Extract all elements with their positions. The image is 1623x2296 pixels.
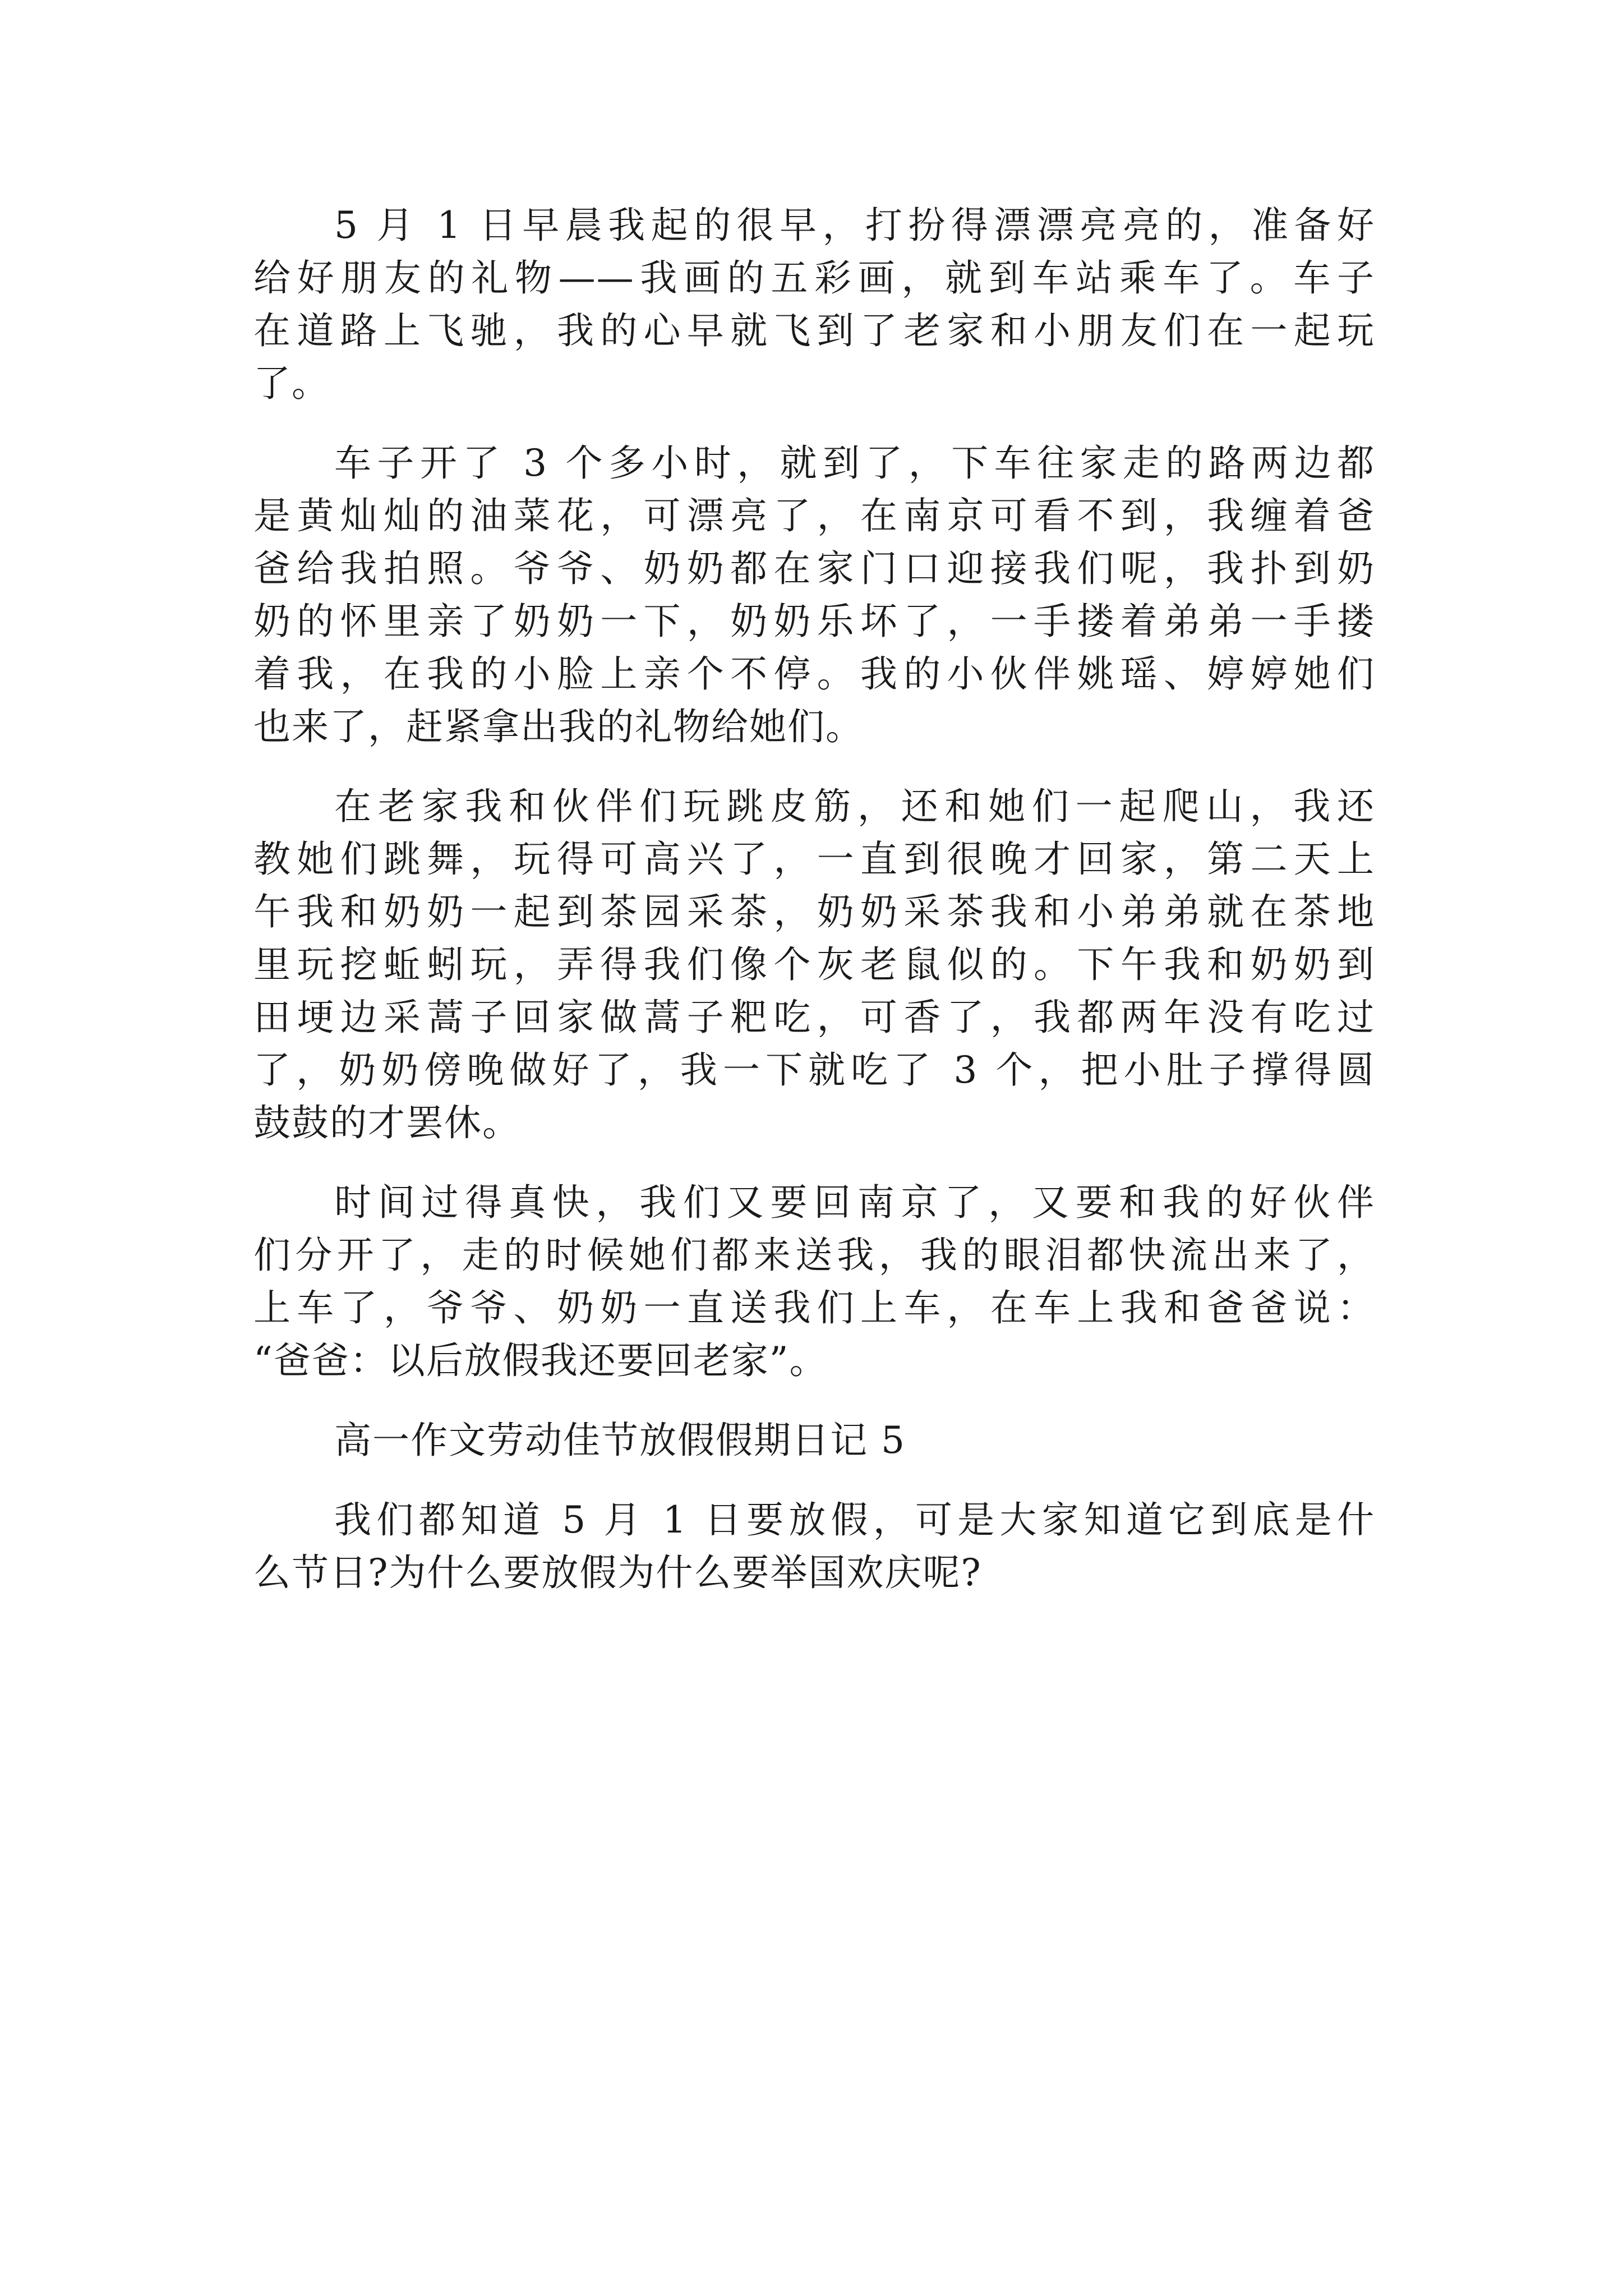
text-line: 们分开了，走的时候她们都来送我，我的眼泪都快流出来了， bbox=[253, 1234, 1375, 1277]
text-line: 在老家我和伙伴们玩跳皮筋，还和她们一起爬山，我还 bbox=[334, 785, 1375, 828]
text-line: 也来了，赶紧拿出我的礼物给她们。 bbox=[253, 705, 864, 748]
text-line: 着我，在我的小脸上亲个不停。我的小伙伴姚瑶、婷婷她们 bbox=[253, 652, 1375, 696]
paragraph-5 bbox=[253, 1494, 1375, 1599]
paragraph-3 bbox=[253, 780, 1375, 1149]
text-line: 车子开了 3 个多小时，就到了，下车往家走的路两边都 bbox=[334, 441, 1375, 485]
text-line: 里玩挖蚯蚓玩，弄得我们像个灰老鼠似的。下午我和奶奶到 bbox=[253, 943, 1375, 986]
text-line: 给好朋友的礼物——我画的五彩画，就到车站乘车了。车子 bbox=[253, 256, 1375, 300]
paragraph-2 bbox=[253, 437, 1375, 753]
text-line: 了，奶奶傍晚做好了，我一下就吃了 3 个，把小肚子撑得圆 bbox=[253, 1048, 1375, 1092]
text-line: 时间过得真快，我们又要回南京了，又要和我的好伙伴 bbox=[334, 1181, 1375, 1224]
heading-line: 高一作文劳动佳节放假假期日记 5 bbox=[334, 1419, 906, 1462]
text-line: 午我和奶奶一起到茶园采茶，奶奶采茶我和小弟弟就在茶地 bbox=[253, 890, 1375, 933]
text-line: 鼓鼓的才罢休。 bbox=[253, 1101, 520, 1144]
text-line: 5 月 1 日早晨我起的很早，打扮得漂漂亮亮的，准备好 bbox=[334, 204, 1375, 247]
text-line: 我们都知道 5 月 1 日要放假，可是大家知道它到底是什 bbox=[334, 1498, 1375, 1542]
text-line: 爸给我拍照。爷爷、奶奶都在家门口迎接我们呢，我扑到奶 bbox=[253, 547, 1375, 590]
text-line: “爸爸：以后放假我还要回老家”。 bbox=[253, 1339, 828, 1382]
text-line: 在道路上飞驰，我的心早就飞到了老家和小朋友们在一起玩 bbox=[253, 309, 1375, 352]
paragraph-4 bbox=[253, 1176, 1375, 1387]
text-line: 么节日?为什么要放假为什么要举国欢庆呢? bbox=[253, 1551, 982, 1594]
text-line: 奶的怀里亲了奶奶一下，奶奶乐坏了，一手搂着弟弟一手搂 bbox=[253, 600, 1375, 643]
text-line: 是黄灿灿的油菜花，可漂亮了，在南京可看不到，我缠着爸 bbox=[253, 494, 1375, 537]
text-line: 教她们跳舞，玩得可高兴了，一直到很晚才回家，第二天上 bbox=[253, 838, 1375, 881]
text-line: 了。 bbox=[253, 362, 330, 405]
document-body bbox=[253, 199, 1375, 1626]
paragraph-1 bbox=[253, 199, 1375, 410]
section-heading bbox=[253, 1414, 1375, 1467]
text-line: 田埂边采蒿子回家做蒿子粑吃，可香了，我都两年没有吃过 bbox=[253, 996, 1375, 1039]
text-line: 上车了，爷爷、奶奶一直送我们上车，在车上我和爸爸说： bbox=[253, 1286, 1375, 1329]
